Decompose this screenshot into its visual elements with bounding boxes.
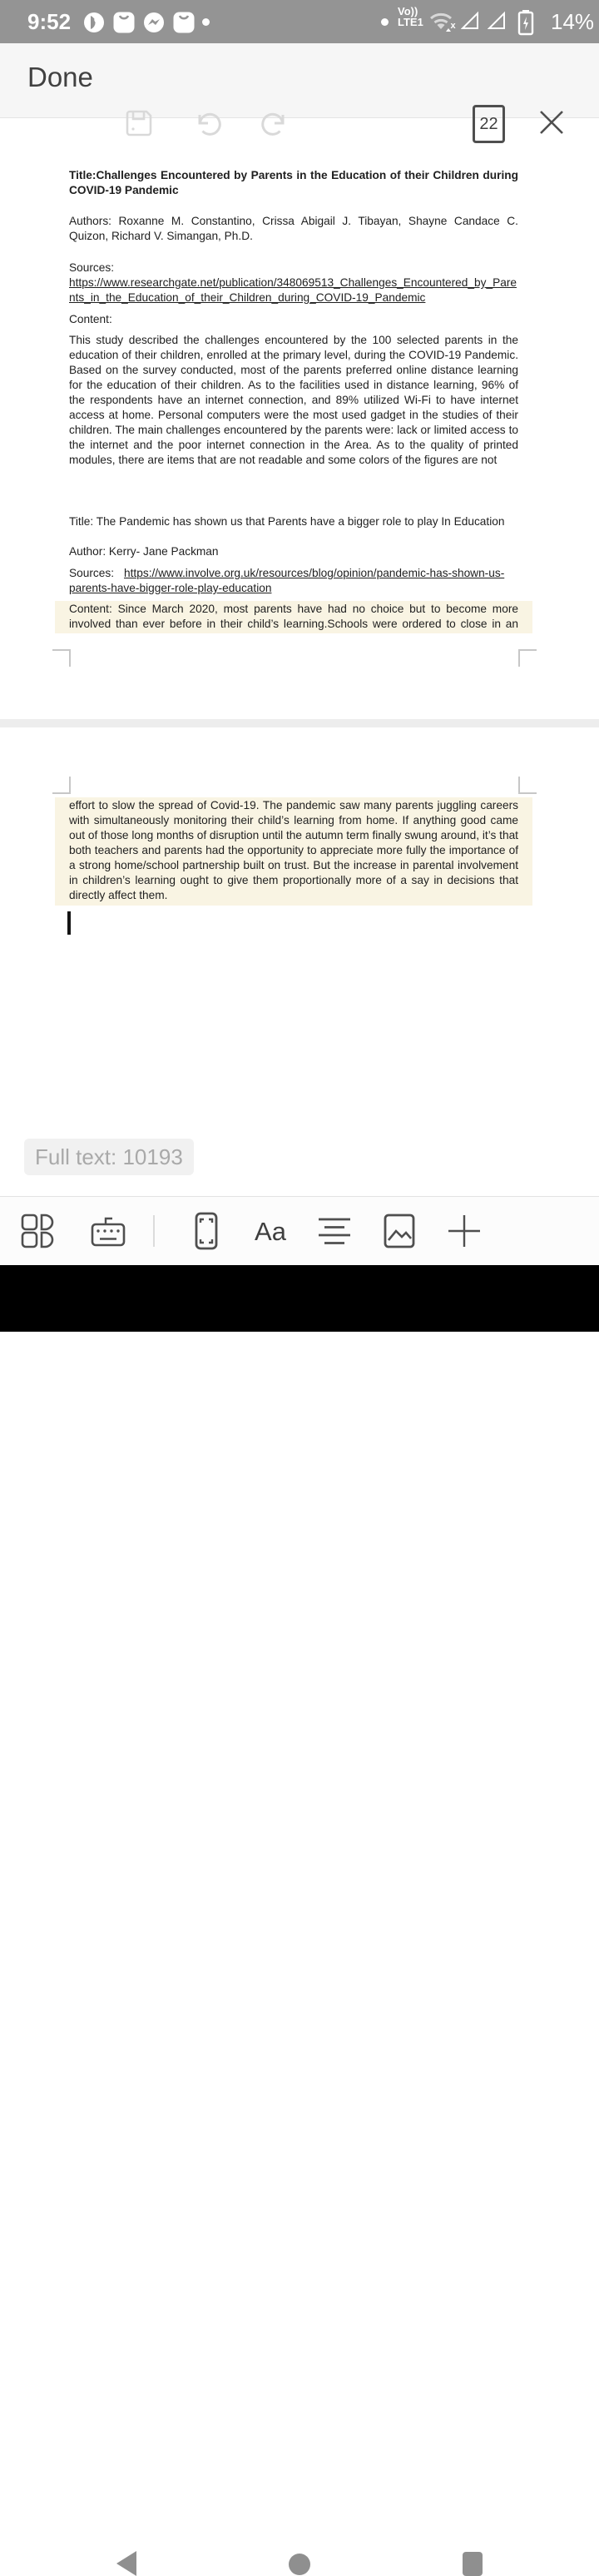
full-text-count-text: Full text: 10193 [35, 1144, 183, 1169]
article2-author[interactable]: Author: Kerry- Jane Packman [69, 545, 219, 558]
article1-source-link[interactable]: https://www.researchgate.net/publication/348069513_Challenges_Encountered_by_Parents_in_the_Education_of_their_Children_during_COVID-19_Pandemic [69, 276, 517, 304]
undo-icon[interactable] [191, 108, 223, 144]
done-button[interactable]: Done [27, 62, 93, 92]
redo-icon[interactable] [260, 108, 291, 144]
signal-sim2-icon [488, 11, 507, 35]
nav-back-icon[interactable] [116, 2551, 136, 2576]
wifi-off-icon [429, 11, 456, 38]
article2-source-link[interactable]: https://www.involve.org.uk/resources/blog/opinion/pandemic-has-shown-us-parents-have-bigger-role-play-education [69, 567, 505, 594]
svg-text:x: x [450, 21, 456, 31]
editor-toolbar [0, 43, 599, 133]
notification-dot-icon [202, 18, 210, 26]
text-cursor-caret [67, 911, 71, 935]
android-navigation-bar [0, 1265, 599, 1332]
article2-sources-line[interactable] [69, 566, 518, 596]
article2-content-part1[interactable]: Content: Since March 2020, most parents have had no choice but to become more involved than ever before in their child’s learning.Schools were ordered to close in an [69, 603, 518, 630]
full-text-count-badge [24, 1139, 194, 1175]
battery-charging-icon [517, 9, 534, 40]
page-separator [0, 719, 599, 727]
highlighted-paragraph-page1[interactable] [55, 601, 532, 633]
data-saver-notification-icon [83, 12, 105, 37]
article1-content-label[interactable]: Content: [69, 313, 112, 325]
document-page-1[interactable] [69, 168, 518, 633]
page2-top-right-margin-mark [518, 777, 537, 794]
save-icon[interactable] [123, 107, 155, 143]
page-count-button[interactable] [473, 105, 505, 143]
keyboard-icon[interactable] [88, 1211, 128, 1251]
status-dot-icon [381, 18, 389, 26]
status-bar [0, 0, 599, 43]
nav-recents-icon[interactable] [463, 2552, 483, 2576]
page1-bottom-left-margin-mark [52, 649, 71, 667]
page1-bottom-right-margin-mark [518, 649, 537, 667]
article2-sources-label: Sources: [69, 567, 115, 579]
battery-percent-text: 14% [551, 9, 595, 34]
volte-indicator: Vo)) LTE1 [398, 5, 423, 28]
close-icon[interactable] [537, 108, 566, 136]
signal-sim1-icon [461, 11, 481, 35]
article1-content-body[interactable]: This study described the challenges encountered by the 100 selected parents in the education of their children, enrolled at the primary level, during the COVID-19 Pandemic. Based on the survey conducted, most of the parents preferred online distance learning for the education of their children. As to the facilities used in distance learning, 96% of the respondents have an internet connection, and 89% utilized Wi-Fi to have internet access at home. Personal computers were the most used gadget in the studies of their children. The main challenges encountered by the parents were: lack or limited access to the internet and the poor internet connection in the Area. As to the quality of printed modules, there are items that are not readable and some colors of the figures are not [69, 334, 518, 466]
nav-home-icon[interactable] [289, 2554, 310, 2575]
messenger-notification-icon [143, 12, 165, 37]
article1-authors[interactable]: Authors: Roxanne M. Constantino, Crissa Abigail J. Tibayan, Shayne Candace C. Quizon, Richard V. Simangan, Ph.D. [69, 215, 518, 242]
article2-content-part2[interactable]: effort to slow the spread of Covid-19. The pandemic saw many parents juggling careers with simultaneously monitoring their child’s learning from home. If anything good came out of those long months of disruption until the autumn term finally swung around, it’s that both teachers and parents had the opportunity to appreciate more fully the importance of a strong home/school partnership built on trust. But the increase in parental involvement in children’s learning ought to give them proportionally more of a say in decisions that directly affect them. [69, 799, 518, 901]
app-notification-icon-2 [173, 12, 195, 37]
article2-title[interactable]: Title: The Pandemic has shown us that Parents have a bigger role to play In Education [69, 515, 505, 528]
page-count-text: 22 [479, 114, 498, 133]
article1-sources-label[interactable]: Sources: [69, 261, 115, 274]
clock-text: 9:52 [27, 9, 72, 34]
editing-tools-bar [0, 1196, 599, 1266]
document-page-2[interactable] [55, 797, 532, 906]
app-notification-icon [113, 12, 135, 37]
insert-plus-icon[interactable] [444, 1211, 484, 1251]
article1-title[interactable]: Title:Challenges Encountered by Parents in the Education of their Children during COVID-19 Pandemic [69, 169, 518, 196]
paragraph-align-icon[interactable] [314, 1211, 354, 1251]
fit-page-icon[interactable] [186, 1211, 226, 1251]
insert-image-icon[interactable] [379, 1211, 419, 1251]
toolbar-divider [153, 1215, 155, 1247]
tools-grid-icon[interactable] [19, 1211, 59, 1251]
page2-top-left-margin-mark [52, 777, 71, 794]
font-format-icon[interactable]: Aa [255, 1216, 286, 1246]
